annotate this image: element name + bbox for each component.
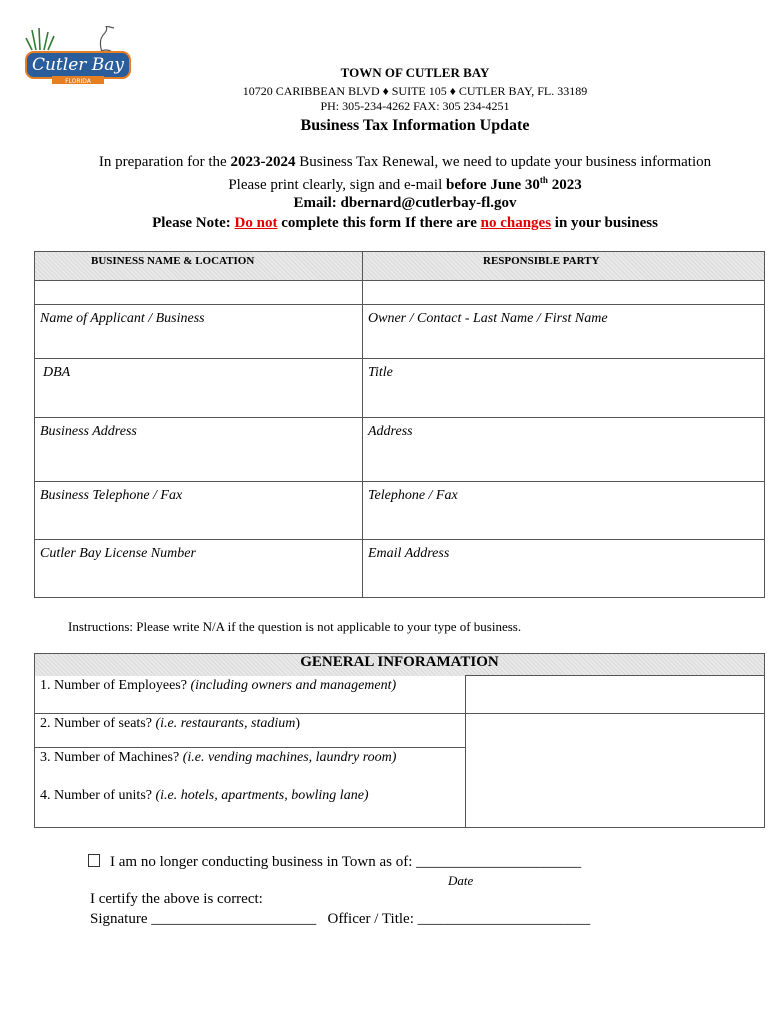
- blank-cell[interactable]: [35, 281, 363, 305]
- intro-line-2: Please print clearly, sign and e-mail before June 30th 2023: [228, 175, 582, 193]
- employees-answer[interactable]: [466, 676, 765, 714]
- license-number-field[interactable]: Cutler Bay License Number: [35, 540, 363, 598]
- town-phone: PH: 305-234-4262 FAX: 305 234-4251: [320, 99, 510, 113]
- checkbox[interactable]: [88, 854, 100, 867]
- certify-text: I certify the above is correct:: [90, 891, 263, 907]
- logo-text: Cutler Bay: [31, 55, 125, 75]
- signature-line[interactable]: Signature ______________________ Officer / Title: _______________________: [90, 911, 591, 927]
- dba-field[interactable]: DBA: [35, 359, 363, 418]
- no-longer-conducting-row: [88, 854, 581, 871]
- blank-cell[interactable]: [363, 281, 765, 305]
- email-address-field[interactable]: Email Address: [363, 540, 765, 598]
- machines-answer[interactable]: [466, 748, 765, 786]
- instructions: Instructions: Please write N/A if the question is not applicable to your type of business.: [68, 619, 522, 634]
- date-label: Date: [448, 873, 474, 888]
- telephone-fax-field[interactable]: Telephone / Fax: [363, 482, 765, 540]
- applicant-business-field[interactable]: Name of Applicant / Business: [35, 305, 363, 359]
- intro-line-1: In preparation for the 2023-2024 Business Tax Renewal, we need to update your business information: [98, 154, 712, 170]
- address-field[interactable]: Address: [363, 418, 765, 482]
- town-address: 10720 CARIBBEAN BLVD ♦ SUITE 105 ♦ CUTLER BAY, FL. 33189: [242, 84, 588, 98]
- form-title: Business Tax Information Update: [300, 117, 530, 134]
- title-field[interactable]: Title: [363, 359, 765, 418]
- general-info-table: [34, 653, 765, 828]
- seats-answer[interactable]: [466, 714, 765, 748]
- units-question: 4. Number of units? (i.e. hotels, apartments, bowling lane): [35, 786, 466, 828]
- email-line: Email: dbernard@cutlerbay-fl.gov: [293, 195, 517, 211]
- business-name-location-header: BUSINESS NAME & LOCATION: [35, 252, 363, 281]
- logo-subtext: FLORIDA: [65, 78, 91, 85]
- seats-question: 2. Number of seats? (i.e. restaurants, stadium): [35, 714, 466, 748]
- business-address-field[interactable]: Business Address: [35, 418, 363, 482]
- employees-question: 1. Number of Employees? (including owners and management): [35, 676, 466, 714]
- business-table: [34, 251, 765, 598]
- machines-question: 3. Number of Machines? (i.e. vending machines, laundry room): [35, 748, 466, 786]
- business-telephone-field[interactable]: Business Telephone / Fax: [35, 482, 363, 540]
- note-line: Please Note: Do not complete this form If there are no changes in your business: [152, 215, 658, 231]
- no-longer-conducting-text: I am no longer conducting business in Town as of: ______________________: [110, 854, 582, 870]
- responsible-party-header: RESPONSIBLE PARTY: [363, 252, 765, 281]
- general-info-title: GENERAL INFORAMATION: [35, 654, 765, 676]
- units-answer[interactable]: [466, 786, 765, 828]
- owner-contact-field[interactable]: Owner / Contact - Last Name / First Name: [363, 305, 765, 359]
- town-name: TOWN OF CUTLER BAY: [340, 65, 490, 80]
